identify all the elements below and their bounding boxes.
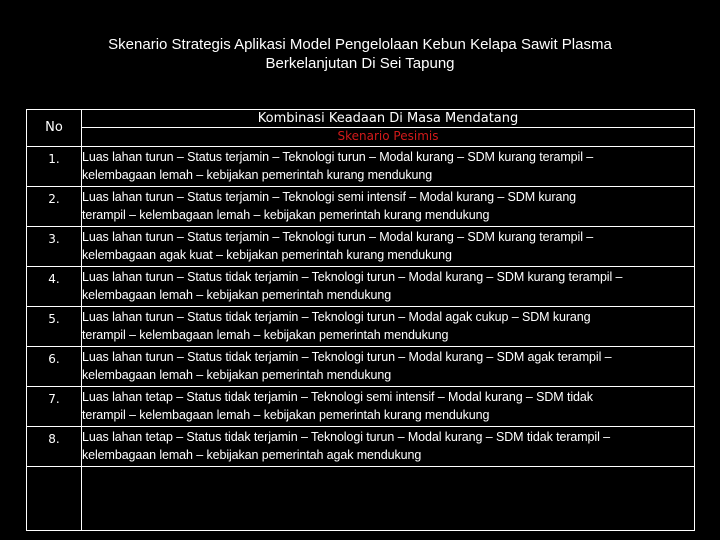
row-description xyxy=(82,228,690,264)
row-number: 8. xyxy=(48,432,60,446)
row-text-line-2: kelembagaan lemah – kebijakan pemerintah mendukung xyxy=(82,368,392,382)
row-text-line-1: Luas lahan turun – Status tidak terjamin – Teknologi turun – Modal agak cukup – SDM kurang xyxy=(82,310,591,324)
row-text-line-2: terampil – kelembagaan lemah – kebijakan pemerintah mendukung xyxy=(82,328,449,342)
row-text-line-1: Luas lahan turun – Status tidak terjamin – Teknologi turun – Modal kurang – SDM agak terampil – xyxy=(82,350,612,364)
title-line-1: Skenario Strategis Aplikasi Model Pengelolaan Kebun Kelapa Sawit Plasma xyxy=(108,36,612,53)
row-divider xyxy=(27,306,694,307)
scenario-label: Skenario Pesimis xyxy=(337,129,439,143)
table-row xyxy=(27,268,694,308)
row-text-line-2: kelembagaan lemah – kebijakan pemerintah agak mendukung xyxy=(82,448,422,462)
header-divider xyxy=(81,127,694,128)
row-text-line-1: Luas lahan tetap – Status tidak terjamin – Teknologi turun – Modal kurang – SDM tidak terampil – xyxy=(82,430,610,444)
row-divider xyxy=(27,186,694,187)
row-description xyxy=(82,188,690,224)
row-number: 2. xyxy=(48,192,60,206)
row-divider xyxy=(27,466,694,467)
table-row xyxy=(27,348,694,388)
row-number: 1. xyxy=(48,152,60,166)
row-number: 4. xyxy=(48,272,60,286)
row-text-line-2: terampil – kelembagaan lemah – kebijakan pemerintah kurang mendukung xyxy=(82,408,490,422)
row-divider xyxy=(27,426,694,427)
row-description xyxy=(82,268,690,304)
table-row xyxy=(27,188,694,228)
row-description xyxy=(82,428,690,464)
row-text-line-1: Luas lahan turun – Status terjamin – Teknologi turun – Modal kurang – SDM kurang terampil – xyxy=(82,150,594,164)
header-combination-label: Kombinasi Keadaan Di Masa Mendatang xyxy=(257,111,519,126)
table-row xyxy=(27,228,694,268)
header-no: No xyxy=(45,120,63,135)
row-description xyxy=(82,388,690,424)
row-divider xyxy=(27,386,694,387)
row-text-line-1: Luas lahan turun – Status terjamin – Teknologi turun – Modal kurang – SDM kurang terampil – xyxy=(82,230,594,244)
row-number: 6. xyxy=(48,352,60,366)
row-description xyxy=(82,148,690,184)
row-description xyxy=(82,348,690,384)
title-line-2: Berkelanjutan Di Sei Tapung xyxy=(265,55,455,72)
table-row xyxy=(27,308,694,348)
table-row xyxy=(27,428,694,468)
row-number: 3. xyxy=(48,232,60,246)
row-divider xyxy=(27,146,694,147)
row-text-line-1: Luas lahan turun – Status terjamin – Teknologi semi intensif – Modal kurang – SDM kurang xyxy=(82,190,577,204)
slide-title xyxy=(40,35,680,73)
row-text-line-2: kelembagaan agak kuat – kebijakan pemerintah kurang mendukung xyxy=(82,248,452,262)
row-text-line-2: kelembagaan lemah – kebijakan pemerintah kurang mendukung xyxy=(82,168,433,182)
table-row xyxy=(27,388,694,428)
row-divider xyxy=(27,266,694,267)
row-text-line-2: kelembagaan lemah – kebijakan pemerintah mendukung xyxy=(82,288,392,302)
row-number: 5. xyxy=(48,312,60,326)
row-text-line-1: Luas lahan turun – Status tidak terjamin – Teknologi turun – Modal kurang – SDM kurang terampil – xyxy=(82,270,623,284)
row-number: 7. xyxy=(48,392,60,406)
row-text-line-1: Luas lahan tetap – Status tidak terjamin – Teknologi semi intensif – Modal kurang – SDM tidak xyxy=(82,390,593,404)
table-row xyxy=(27,148,694,188)
row-divider xyxy=(27,226,694,227)
row-text-line-2: terampil – kelembagaan lemah – kebijakan pemerintah kurang mendukung xyxy=(82,208,490,222)
table-row-empty xyxy=(27,468,694,508)
scenario-table xyxy=(26,109,695,531)
row-divider xyxy=(27,346,694,347)
row-description xyxy=(82,308,690,344)
